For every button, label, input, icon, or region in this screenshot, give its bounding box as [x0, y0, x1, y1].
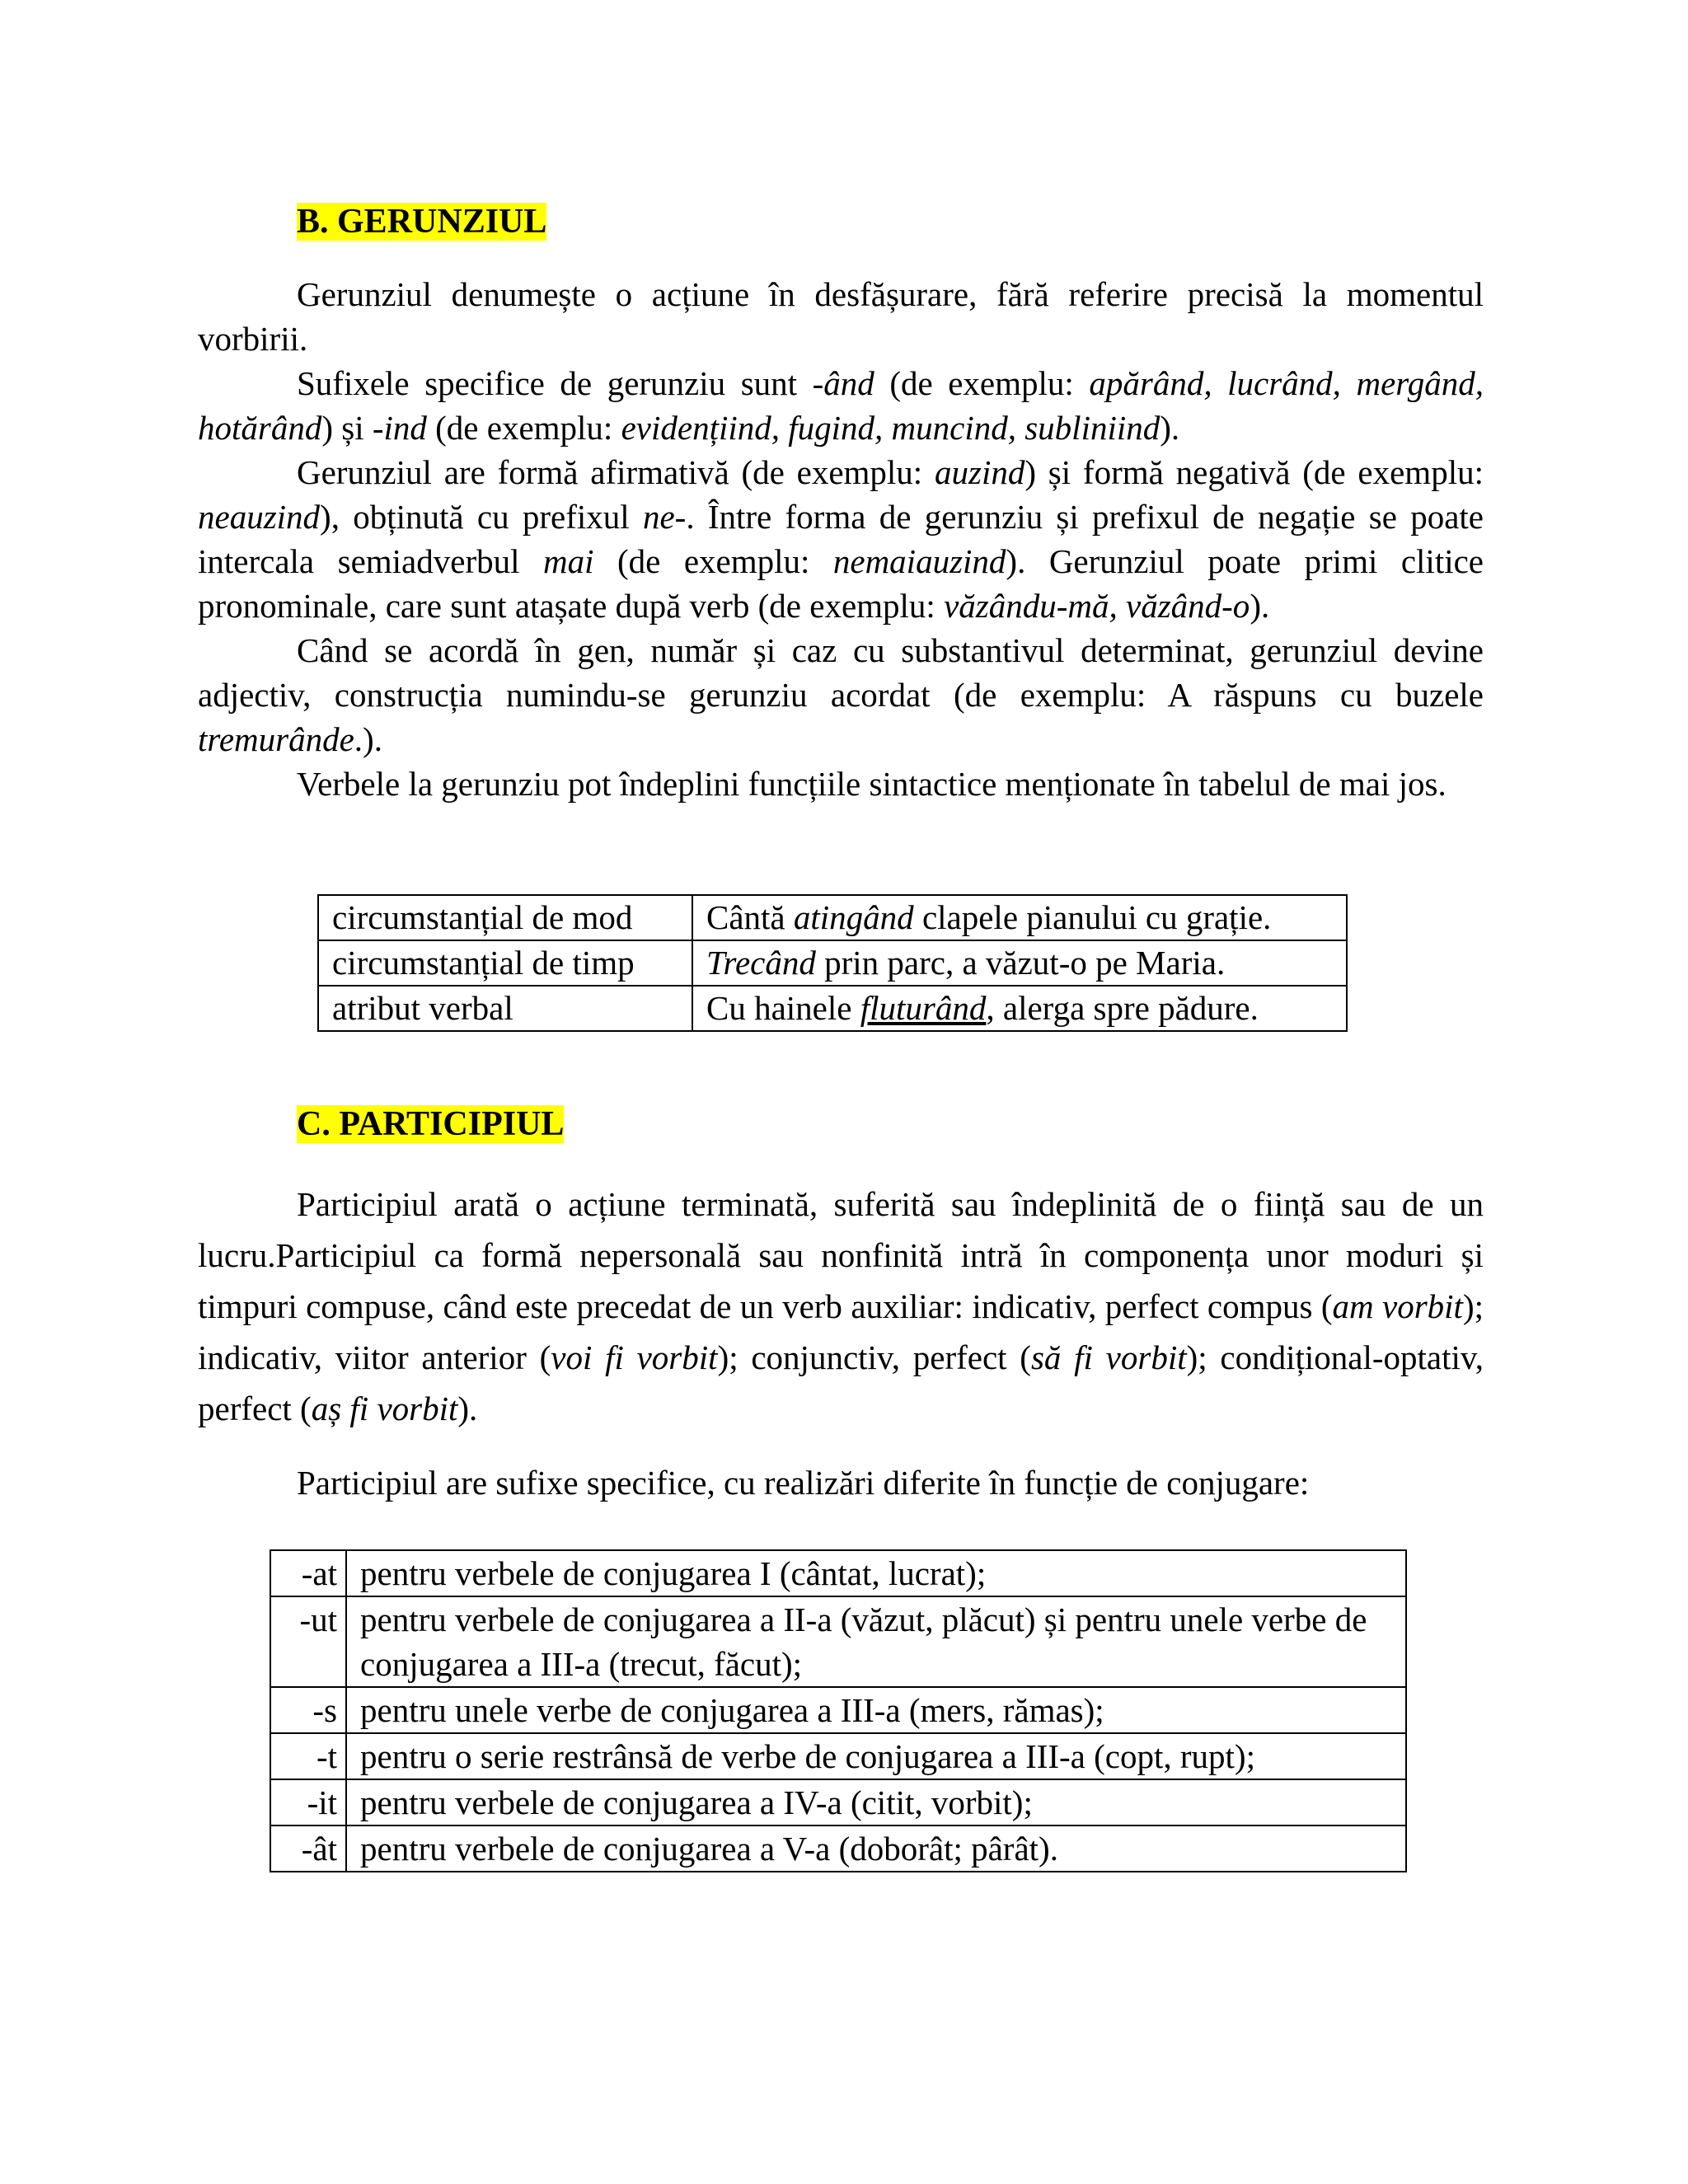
- suffix-cell: -at: [270, 1550, 346, 1596]
- suffix-cell: -s: [270, 1687, 346, 1733]
- table-row: [270, 1733, 1406, 1779]
- paragraph: Sufixele specifice de gerunziu sunt -ând (de exemplu: apărând, lucrând, mergând, hotărând) și -ind (de exemplu: evidențiind, fugind, muncind, subliniind).: [198, 364, 1484, 447]
- table-cell: circumstanțial de mod: [318, 895, 692, 940]
- table-row: [270, 1825, 1406, 1872]
- paragraph: Gerunziul denumește o acțiune în desfășurare, fără referire precisă la momentul vorbirii.: [198, 275, 1484, 358]
- heading-gerunziul: B. GERUNZIUL: [297, 203, 547, 241]
- suffix-cell: -it: [270, 1779, 346, 1825]
- table-cell: circumstanțial de timp: [318, 940, 692, 986]
- heading-participiul: C. PARTICIPIUL: [297, 1105, 565, 1143]
- paragraph: Participiul arată o acțiune terminată, suferită sau îndeplinită de o ființă sau de un lucru.Participiul ca formă nepersonală sau nonfinită intră în componența unor moduri și timpuri compuse, când este precedat de un verb auxiliar: indicativ, perfect compus (am vorbit); indicativ, viitor anterior (voi fi vorbit); conjunctiv, perfect (să fi vorbit); condițional-optativ, perfect (aș fi vorbit).: [198, 1185, 1484, 1427]
- suffix-cell: -ut: [270, 1596, 346, 1687]
- table-cell: atribut verbal: [318, 986, 692, 1031]
- participiul-body: [198, 1179, 1484, 1508]
- gerunziul-body: [198, 272, 1484, 806]
- paragraph: Gerunziul are formă afirmativă (de exemplu: auzind) și formă negativă (de exemplu: neauzind), obținută cu prefixul ne-. Între forma de gerunziu și prefixul de negație se poate intercala semiadverbul mai (de exemplu: nemaiauzind). Gerunziul poate primi clitice pronominale, care sunt atașate după verb (de exemplu: văzându-mă, văzând-o).: [198, 453, 1484, 625]
- paragraph: Participiul are sufixe specifice, cu realizări diferite în funcție de conjugare:: [297, 1464, 1310, 1502]
- table-row: [318, 986, 1347, 1031]
- suffix-cell: -t: [270, 1733, 346, 1779]
- gerunziu-functions-table: [317, 894, 1348, 1032]
- description-cell: pentru verbele de conjugarea a II-a (văzut, plăcut) și pentru unele verbe de conjugarea a III-a (trecut, făcut);: [346, 1596, 1406, 1687]
- suffix-cell: -ât: [270, 1825, 346, 1872]
- description-cell: pentru verbele de conjugarea I (cântat, lucrat);: [346, 1550, 1406, 1596]
- table-row: [270, 1779, 1406, 1825]
- table-cell: Cântă atingând clapele pianului cu grație.: [692, 895, 1347, 940]
- table-row: [270, 1596, 1406, 1687]
- table-row: [270, 1550, 1406, 1596]
- table-cell: Trecând prin parc, a văzut-o pe Maria.: [692, 940, 1347, 986]
- table-row: [318, 940, 1347, 986]
- paragraph: Verbele la gerunziu pot îndeplini funcțiile sintactice menționate în tabelul de mai jos.: [297, 765, 1447, 803]
- table-cell: Cu hainele fluturând, alerga spre pădure.: [692, 986, 1347, 1031]
- description-cell: pentru verbele de conjugarea a IV-a (citit, vorbit);: [346, 1779, 1406, 1825]
- paragraph: Când se acordă în gen, număr și caz cu substantivul determinat, gerunziul devine adjectiv, construcția numindu-se gerunziu acordat (de exemplu: A răspuns cu buzele tremurânde.).: [198, 631, 1484, 758]
- table-row: [270, 1687, 1406, 1733]
- description-cell: pentru unele verbe de conjugarea a III-a (mers, rămas);: [346, 1687, 1406, 1733]
- description-cell: pentru verbele de conjugarea a V-a (doborât; pârât).: [346, 1825, 1406, 1872]
- participiu-suffix-table: [270, 1549, 1407, 1872]
- table-row: [318, 895, 1347, 940]
- description-cell: pentru o serie restrânsă de verbe de conjugarea a III-a (copt, rupt);: [346, 1733, 1406, 1779]
